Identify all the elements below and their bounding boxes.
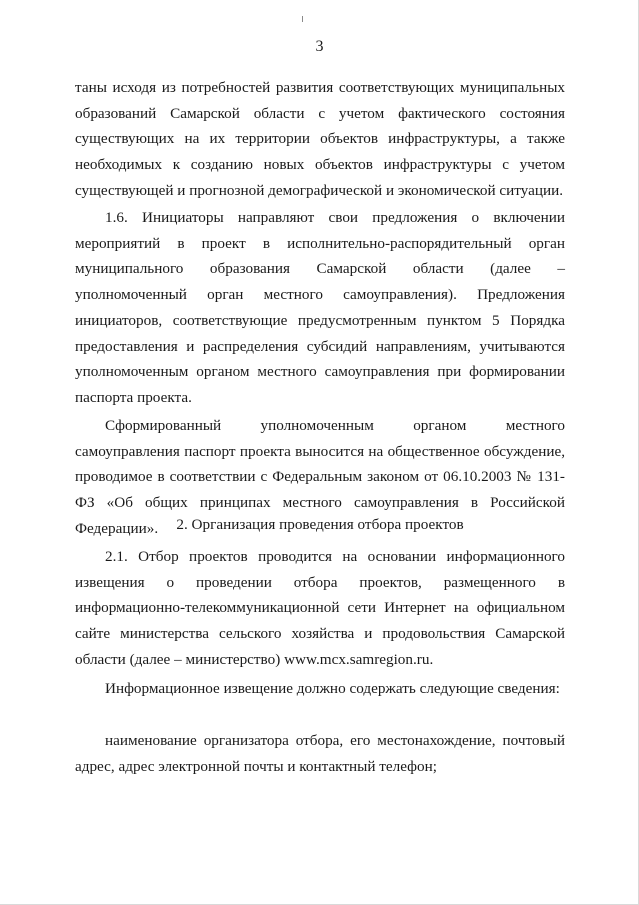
section-heading: 2. Организация проведения отбора проектов (176, 516, 464, 533)
paragraph-notice-contents: Информационное извещение должно содержать следующие сведения: (105, 680, 560, 697)
paragraph-organizer-details: наименование организатора отбора, его местонахождение, почтовый адрес, адрес электронной почты и контактный телефон; (75, 732, 565, 775)
scan-artifact-mark (302, 16, 303, 22)
page-number: 3 (315, 38, 324, 55)
paragraph-passport-discussion: Сформированный уполномоченным органом местного самоуправления паспорт проекта выносится на общественное обсуждение, проводимое в соответствии с Федеральным законом от 06.10.2003 № 131-ФЗ «Об общих принципах местного самоуправления в Российской Федерации». (75, 417, 565, 537)
paragraph-2-1: 2.1. Отбор проектов проводится на основании информационного извещения о проведении отбора проектов, размещенного в информационно-телекоммуникационной сети Интернет на официальном сайте министерства сельского хозяйства и продовольствия Самарской области (далее – министерство) www.mcx.samregion.ru. (75, 548, 565, 668)
paragraph-continuation: таны исходя из потребностей развития соответствующих муниципальных образований Самарской области с учетом фактического состояния существующих на их территории объектов инфраструктуры, а также необходимых к созданию новых объектов инфраструктуры с учетом существующей и прогнозной демографической и экономической ситуации. (75, 79, 565, 199)
paragraph-1-6: 1.6. Инициаторы направляют свои предложения о включении мероприятий в проект в исполнительно-распорядительный орган муниципального образования Самарской области (далее – уполномоченный орган местного самоуправления). Предложения инициаторов, соответствующие предусмотренным пунктом 5 Порядка предоставления и распределения субсидий направлениям, учитываются уполномоченным органом местного самоуправления при формировании паспорта проекта. (75, 209, 565, 406)
